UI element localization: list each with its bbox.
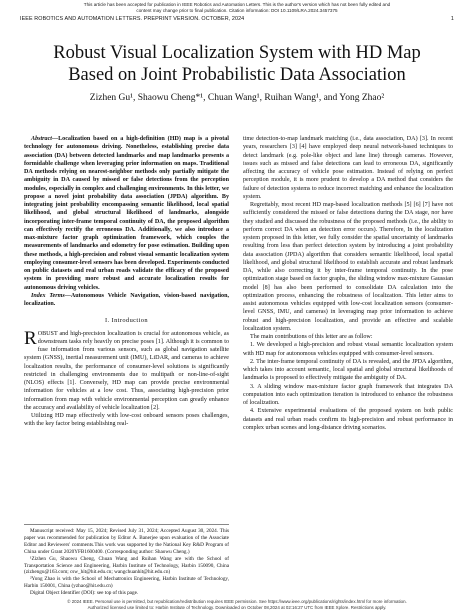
copyright-notice: [0, 599, 474, 610]
abstract-label: Abstract: [31, 136, 52, 142]
body-paragraph: time detection-to-map landmark matching (i.e., data association, DA) [3]. In recent years, researchers [3] [4] have employed deep neural network-based techniques to detect landmark (e.g. pole-like object and lane line) through cameras. However, issues such as missed and false detections can lead to erroneous DA, significantly affecting the accuracy of vehicle pose estimation. Instead of relying on perfect perception module, it is more prudent to develop a DA method that considers the failure of detection systems to reduce incorrect matching and enhance the localization system.: [243, 136, 453, 200]
top-notice-line: This article has been accepted for publication in IEEE Robotics and Automation Letters. This is the author's version which has not been fully edited and: [83, 2, 391, 7]
index-terms: [24, 292, 229, 309]
abstract-text: —Localization based on a high-definition (HD) map is a pivotal technology for autonomous driving. Nonetheless, establishing precise data association (DA) between detected landmarks and map landmarks presents a formidable challenge when leveraging prior information on maps. Traditional DA methods relying on nearest-neighbor methods only partially mitigate the ambiguity in DA caused by missed or false detections from the perception modules, especially in complex and challenging environments. In this letter, we propose a novel joint probability data association (JPDA) algorithm. By integrating joint probability encompassing semantic likelihood, local spatial likelihood, and global structural likelihood of landmarks, alongside incorporating inter-frame temporal continuity of DA, the proposed algorithm can effectively rectify the erroneous DA. Additionally, we also introduce a max-mixture factor graph optimization framework, which couples the measurements of landmarks and odometry for pose estimation. Building upon these methods, a high-precision and robust visual semantic localization system employing consumer-level sensors has been developed. Experiments conducted on public datasets and real urban roads validate the efficacy of the proposed system in providing more robust and accurate localization results for autonomous driving vehicles.: [24, 136, 229, 291]
copyright-line: © 2024 IEEE. Personal use is permitted, but republication/redistribution requires IEEE permission. See https://www.ieee.org/publications/rights/index.html for more information.: [67, 599, 407, 604]
index-terms-text: —Autonomous Vehicle Navigation, vision-based navigation, localization.: [24, 292, 229, 307]
author-list: Zizhen Gu¹, Shaowu Cheng*¹, Chuan Wang¹, Ruihan Wang¹, and Yong Zhao²: [89, 93, 385, 103]
paper-title: [20, 42, 454, 86]
left-column: [24, 135, 229, 429]
right-column: [243, 135, 453, 432]
footnotes: [24, 524, 229, 597]
title-line: Based on Joint Probabilistic Data Association: [68, 65, 406, 85]
list-item: 3. A sliding window max-mixture factor graph framework that integrates DA computation into each optimization iteration is introduced to enhance the robustness of localization.: [243, 383, 453, 406]
footnote-doi: Digital Object Identifier (DOI): see top of this page.: [30, 590, 139, 597]
body-paragraph: Regrettably, most recent HD map-based localization methods [5] [6] [7] have not sufficiently considered the missed or false detections during the DA stage, nor have they studied and discussed the robustness of the proposed methods (i.e., the ability to perform correct DA when an detection error occurs). Therefore, In the localization system proposed in this letter, we fully consider the spatial uncertainty of landmarks resulting from less than perfect detection system by introducing a joint probability data association (JPDA) algorithm that considers semantic likelihood, local spatial likelihood, and global structural likelihood to establish accurate and robust landmark DA, while also correcting it by inter-frame temporal continuity. In the pose optimization stage based on factor graphs, the sliding window max-mixture Gaussian model [8] has also been performed to consolidate DA calculation into the optimization process, enhancing the robustness of localization. This letter aims to assist autonomous vehicles equipped with low-cost localization sensors (consumer-level GNSS, IMU, and cameras) in leveraging map prior information to achieve robust and high-precision localization, and provide an effective and scalable localization system.: [243, 202, 453, 332]
body-paragraph: The main contributions of this letter are as follow:: [250, 334, 373, 340]
list-item: 2. The inter-frame temporal continuity of DA is revealed, and the JPDA algorithm, which takes into account semantic, local spatial and global structural likelihoods of landmarks is proposed to effectively mitigate the ambiguity of DA.: [243, 358, 453, 382]
intro-paragraph: [24, 327, 229, 413]
journal-name: IEEE ROBOTICS AND AUTOMATION LETTERS. PREPRINT VERSION. OCTOBER, 2024: [20, 16, 245, 22]
list-item: 4. Extensive experimental evaluations of the proposed system on both public datasets and real urban roads confirm its high-precision and robust performance in complex urban scenes and long-distance driving scenarios.: [243, 408, 453, 431]
license-line: Authorized licensed use limited to: Harbin Institute of Technology. Downloaded on October 08,2024 at 02:16:27 UTC from IEEE Xplore. Restrictions apply.: [87, 604, 387, 610]
section-heading: I. Introduction: [105, 317, 148, 325]
top-notice: [0, 2, 474, 14]
abstract: [24, 135, 229, 292]
page-number: 1: [450, 16, 454, 22]
top-notice-line: content may change prior to final publication. Citation information: DOI 10.1109/LRA.2024.3457375: [136, 8, 338, 13]
footnote-manuscript: Manuscript received: May 15, 2024; Revised July 31, 2024; Accepted August 30, 2024. This paper was recommended for publication by Editor A. Banerjee upon evaluation of the Associate Editor and Reviewers' comments.This work was supported by the National Key R&D Program of China under Grant 2020YFB1600400. (Corresponding author: Shaowu Cheng.): [24, 528, 229, 555]
contribution-list: [243, 341, 453, 432]
running-header: [20, 16, 454, 22]
list-item: 1. We developed a high-precision and robust visual semantic localization system with HD map for autonomous vehicles equipped with consumer-level sensors.: [243, 342, 453, 357]
footnote-affiliation-1: ¹Zizhen Gu, Shaowu Cheng, Chuan Wang and Ruihan Wang are with the School of Transportation Science and Engineering, Harbin Institute of Technology, Harbin 150090, China (zizhengu@163.com; csw_hit@hit.edu.cn; wangchuanhit@hit.edu.cn): [24, 555, 229, 576]
intro-text: OBUST and high-precision localization is crucial for autonomous vehicle, as downstream tasks rely heavily on precise poses [1]. Although it is common to fuse information from various sensors, such as global navigation satellite system (GNSS), inertial measurement unit (IMU), LiDAR, and cameras to achieve localization results, the performance of consumer-level solutions is significantly restricted in challenging environments due to multipath or non-line-of-sight (NLOS) effects [1]. Conversely, HD map can provide precise environmental information for vehicles at a low cost. Thus, associating high-precision prior information from map with vehicle environmental perception can greatly enhance the accuracy and availability of vehicle localization [2].: [24, 330, 229, 411]
title-line: Robust Visual Localization System with HD Map: [53, 43, 421, 63]
intro-paragraph-2: Utilizing HD map effectively with low-cost onboard sensors poses challenges, with the key factor being establishing real-: [24, 413, 229, 428]
footnote-affiliation-2: ²Yong Zhao is with the School of Mechatronics Engineering, Harbin Institute of Technology, Harbin 150001, China (yzhao@hit.edu.cn): [24, 576, 229, 590]
drop-cap: R: [24, 327, 37, 349]
index-terms-label: Index Terms: [31, 292, 65, 299]
